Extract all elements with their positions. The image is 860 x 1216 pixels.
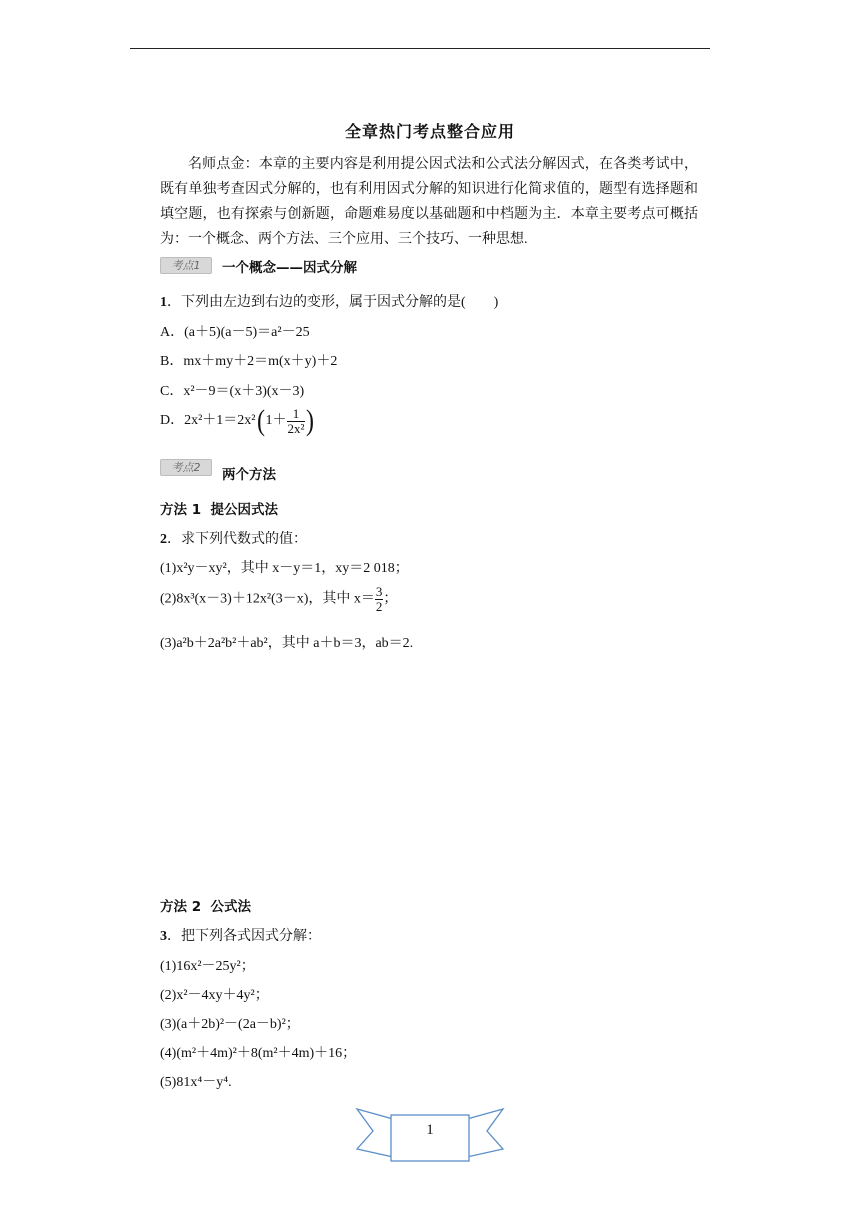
- question-1-number: 1: [160, 295, 167, 310]
- question-3-item-5: (5)81x⁴－y⁴.: [160, 1075, 232, 1090]
- section-tag-1: 考点1: [160, 257, 212, 274]
- intro-paragraph: [160, 152, 698, 252]
- question-3-item-3: (3)(a＋2b)²－(2a－b)²；: [160, 1017, 300, 1032]
- option-a: A．(a＋5)(a－5)＝a²－25: [160, 325, 310, 340]
- section-heading-2: 两个方法: [222, 467, 276, 483]
- question-2-item-2-tail: ；: [383, 591, 398, 607]
- method-2-label: 方法 2: [160, 899, 202, 915]
- ribbon-right-tail: [467, 1109, 503, 1157]
- question-1-stem: [160, 291, 498, 311]
- question-2-item-1: (1)x²y－xy²，其中 x－y＝1，xy＝2 018；: [160, 561, 409, 576]
- option-d-inner: 1＋: [265, 413, 287, 429]
- method-1-heading: [160, 498, 278, 518]
- question-3-item-2: (2)x²－4xy＋4y²；: [160, 988, 269, 1003]
- question-3-item-4: (4)(m²＋4m)²＋8(m²＋4m)＋16；: [160, 1046, 357, 1061]
- section-heading-1: 一个概念——因式分解: [222, 260, 357, 276]
- question-2-item-2: [160, 585, 397, 614]
- question-3-text: ．把下列各式因式分解：: [167, 929, 321, 944]
- fraction-denominator: 2: [375, 599, 383, 614]
- option-b: B．mx＋my＋2＝m(x＋y)＋2: [160, 354, 338, 369]
- page-number: 1: [426, 1122, 434, 1138]
- method-2-name: 公式法: [210, 899, 251, 915]
- option-c: C．x²－9＝(x＋3)(x－3): [160, 384, 305, 399]
- question-3-stem: [160, 925, 321, 945]
- question-2-number: 2: [160, 532, 167, 547]
- right-brace: ): [306, 404, 315, 437]
- header-rule: [130, 48, 710, 49]
- question-2-item-3: (3)a²b＋2a²b²＋ab²，其中 a＋b＝3，ab＝2.: [160, 636, 414, 651]
- method-1-name: 提公因式法: [210, 502, 278, 518]
- question-3-number: 3: [160, 929, 167, 944]
- left-brace: (: [256, 404, 265, 437]
- option-d-prefix: D．2x²＋1＝2x²: [160, 413, 256, 429]
- question-1-text: ．下列由左边到右边的变形，属于因式分解的是( ): [167, 295, 499, 310]
- method-2-heading: [160, 895, 251, 915]
- ribbon-left-tail: [357, 1109, 393, 1157]
- question-2-text: ．求下列代数式的值：: [167, 532, 307, 547]
- option-d: [160, 406, 315, 436]
- question-2-stem: [160, 528, 307, 548]
- fraction-numerator: 1: [287, 407, 306, 422]
- page-title: 全章热门考点整合应用: [344, 122, 515, 141]
- intro-text: 名师点金：本章的主要内容是利用提公因式法和公式法分解因式，在各类考试中，既有单独考查因式分解的，也有利用因式分解的知识进行化简求值的，题型有选择题和填空题，也有探索与创新题，命题难易度以基础题和中档题为主．本章主要考点可概括为：一个概念、两个方法、三个应用、三个技巧、一种思想.: [160, 157, 698, 247]
- question-2-item-2-text: (2)8x³(x－3)＋12x²(3－x)，其中 x＝: [160, 591, 375, 607]
- section-tag-2: 考点2: [160, 459, 212, 476]
- question-3-item-1: (1)16x²－25y²；: [160, 959, 255, 974]
- option-d-fraction: [287, 407, 306, 436]
- fraction-numerator: 3: [375, 584, 383, 599]
- method-1-label: 方法 1: [160, 502, 202, 518]
- fraction-denominator: 2x²: [287, 420, 305, 436]
